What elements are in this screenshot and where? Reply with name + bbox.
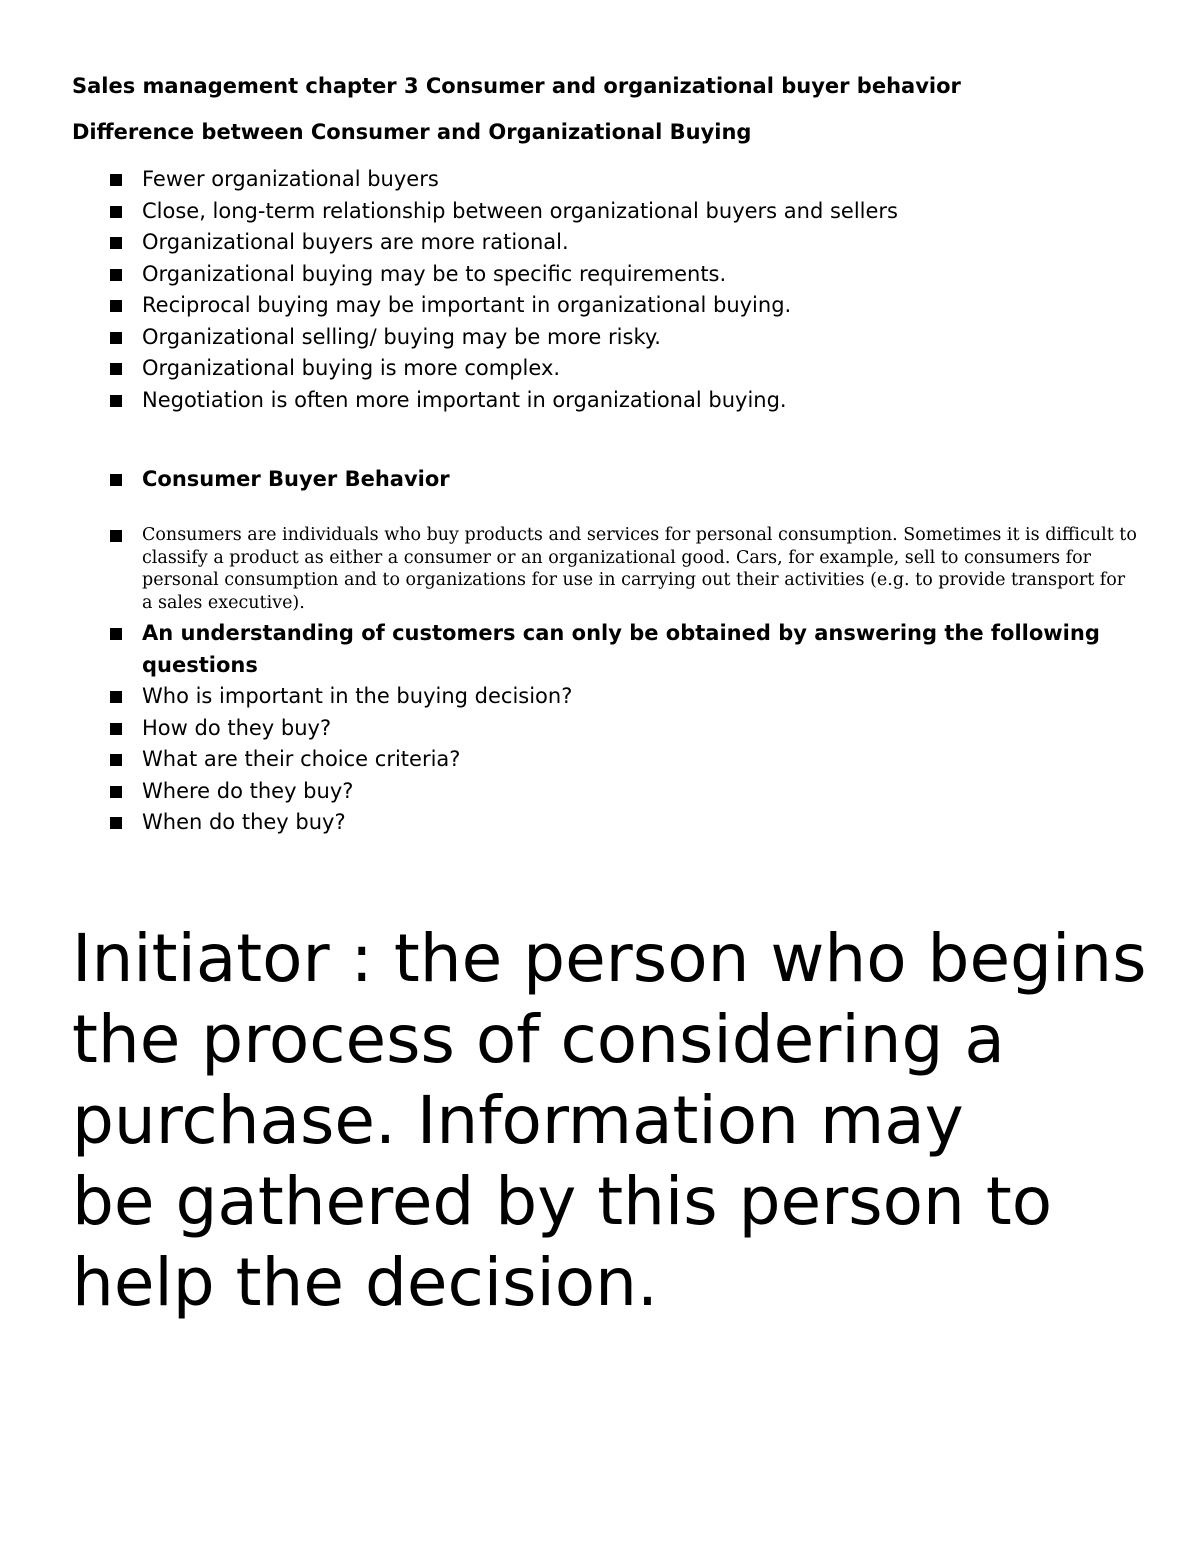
question-item [108,744,1138,776]
questions-intro-text: An understanding of customers can only be obtained by answering the following questions [142,621,1100,677]
square-bullet-icon [110,628,122,640]
square-bullet-icon [110,817,122,829]
section-heading: Difference between Consumer and Organizational Buying [72,120,752,144]
square-bullet-icon [110,206,122,218]
list-item [108,259,1138,291]
consumer-heading-list [108,464,1138,496]
consumer-heading-text: Consumer Buyer Behavior [142,467,450,491]
square-bullet-icon [110,332,122,344]
list-item [108,196,1138,228]
square-bullet-icon [110,174,122,186]
question-item [108,681,1138,713]
question-text: What are their choice criteria? [142,747,461,771]
list-item [108,290,1138,322]
list-item-text: Reciprocal buying may be important in organizational buying. [142,293,792,317]
square-bullet-icon [110,530,122,542]
list-item-text: Close, long-term relationship between organizational buyers and sellers [142,198,898,223]
square-bullet-icon [110,723,122,735]
list-item-text: Organizational buyers are more rational. [142,230,569,254]
square-bullet-icon [110,754,122,766]
square-bullet-icon [110,395,122,407]
question-item [108,807,1138,839]
square-bullet-icon [110,363,122,375]
square-bullet-icon [110,474,122,486]
question-text: Who is important in the buying decision? [142,684,573,708]
consumer-paragraph [108,524,1138,618]
question-text: When do they buy? [142,810,346,834]
square-bullet-icon [110,691,122,703]
list-item [108,353,1138,385]
list-item [108,227,1138,259]
list-item [108,164,1138,196]
questions-intro [108,618,1138,681]
list-item [108,322,1138,354]
consumer-heading [108,464,1138,496]
document-title: Sales management chapter 3 Consumer and organizational buyer behavior [72,74,961,98]
list-item-text: Organizational buying may be to specific requirements. [142,261,727,286]
square-bullet-icon [110,237,122,249]
list-item-text: Organizational buying is more complex. [142,356,561,380]
question-item [108,776,1138,808]
square-bullet-icon [110,269,122,281]
initiator-definition: Initiator : the person who begins the process of considering a purchase. Information may be gathered by this person to help the decision. [72,920,1147,1321]
list-item-text: Negotiation is often more important in organizational buying. [142,387,787,412]
list-item-text: Fewer organizational buyers [142,167,439,191]
consumer-paragraph-text: Consumers are individuals who buy products and services for personal consumption. Sometimes it is difficult to classify a product as either a consumer or an organizational good. Cars, for example, sell to consumers for personal consumption and to organizations for use in carrying out their activities (e.g. to provide transport for a sales executive). [142,525,1137,613]
square-bullet-icon [110,300,122,312]
question-text: How do they buy? [142,715,332,740]
question-text: Where do they buy? [142,778,354,803]
list-item [108,385,1138,417]
differences-list [108,164,1138,416]
question-item [108,713,1138,745]
consumer-body-list [108,524,1138,839]
square-bullet-icon [110,786,122,798]
list-item-text: Organizational selling/ buying may be more risky. [142,324,661,349]
